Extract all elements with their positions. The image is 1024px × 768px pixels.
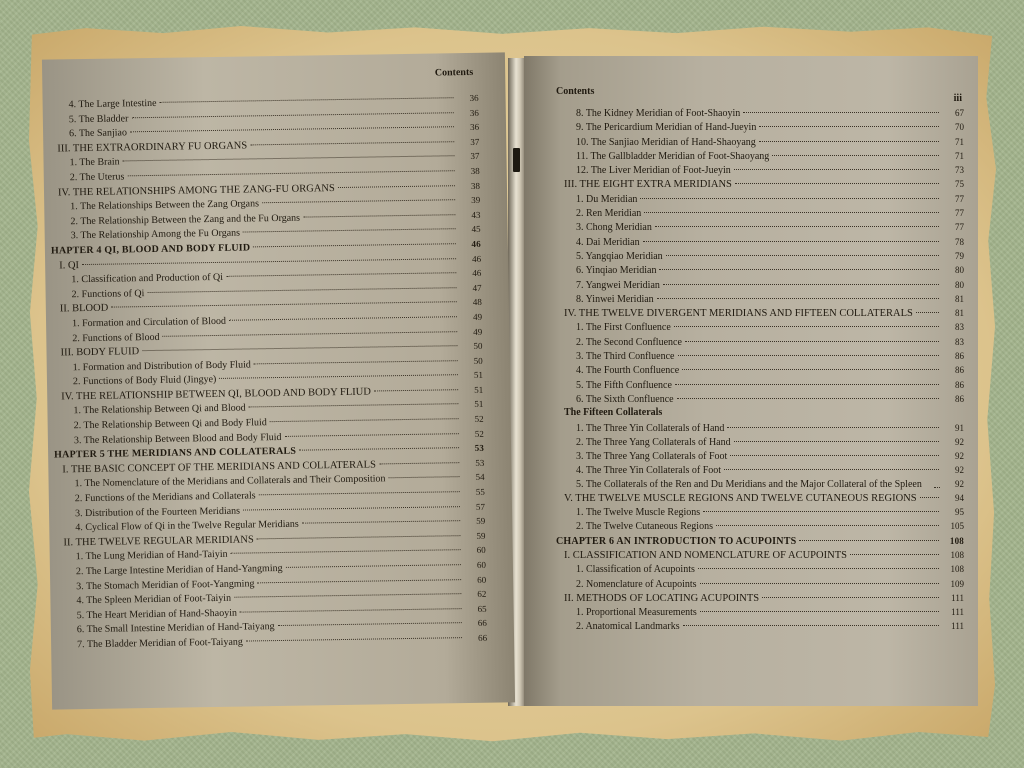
dot-leader — [730, 455, 939, 456]
toc-entry-page: 51 — [473, 370, 484, 381]
right-running-header: Contents — [556, 86, 595, 97]
toc-entry-title: 1. The Relationships Between the Zang Organs — [70, 198, 260, 213]
dot-leader — [303, 214, 455, 217]
toc-entry-title: 5. Yangqiao Meridian — [576, 250, 663, 262]
toc-entry — [556, 249, 964, 263]
toc-entry-page: 53 — [475, 457, 485, 468]
dot-leader — [286, 564, 461, 568]
toc-entry — [556, 235, 964, 249]
toc-entry-page: 80 — [955, 279, 964, 290]
toc-entry-page: 86 — [955, 351, 964, 362]
toc-entry — [556, 135, 964, 149]
toc-entry — [556, 192, 964, 206]
toc-entry — [556, 591, 964, 605]
toc-entry — [556, 435, 964, 449]
toc-entry-title: V. THE TWELVE MUSCLE REGIONS AND TWELVE CUTANEOUS REGIONS — [564, 492, 917, 504]
dot-leader — [698, 568, 939, 569]
toc-entry-page: 73 — [955, 165, 964, 176]
left-toc-list — [49, 91, 488, 652]
dot-leader — [700, 583, 939, 584]
toc-entry-page: 60 — [476, 545, 486, 556]
toc-entry — [556, 163, 964, 177]
dot-leader — [920, 497, 939, 498]
toc-entry-page: 50 — [473, 340, 483, 352]
toc-entry-page: 77 — [955, 193, 964, 204]
right-toc-list — [556, 106, 964, 634]
dot-leader — [850, 554, 939, 555]
toc-entry-title: 10. The Sanjiao Meridian of Hand-Shaoyang — [576, 136, 756, 148]
toc-entry-page: 86 — [955, 379, 964, 390]
toc-entry-title: 12. The Liver Meridian of Foot-Jueyin — [576, 165, 731, 177]
toc-entry-title: II. BLOOD — [59, 302, 109, 315]
dot-leader — [759, 126, 939, 127]
toc-entry-page: 53 — [474, 443, 485, 454]
toc-entry-title: 4. The Fourth Confluence — [576, 365, 680, 377]
dot-leader — [678, 355, 940, 356]
toc-entry-page: 108 — [949, 535, 964, 546]
toc-entry-page: 36 — [469, 122, 480, 133]
toc-entry-page: 83 — [955, 336, 964, 347]
toc-entry-title: 3. The Relationship Among the Fu Organs — [70, 227, 241, 242]
toc-entry-title: 2. Functions of Qi — [71, 287, 145, 300]
dot-leader — [374, 389, 458, 391]
toc-entry-title: 2. The Large Intestine Meridian of Hand-Yangming — [75, 562, 283, 578]
dot-leader — [338, 185, 455, 188]
dot-leader — [278, 623, 462, 627]
toc-entry — [556, 149, 964, 163]
toc-entry-page: 105 — [950, 521, 964, 532]
toc-entry-title: HAPTER 5 THE MERIDIANS AND COLLATERALS — [54, 445, 297, 461]
toc-entry-title: 1. Formation and Circulation of Blood — [71, 315, 227, 330]
toc-entry — [556, 206, 964, 220]
dot-leader — [759, 141, 939, 142]
toc-entry-title: 3. The Third Confluence — [576, 351, 675, 363]
dot-leader — [677, 398, 939, 399]
toc-entry — [556, 406, 964, 420]
spine-mark — [513, 148, 520, 172]
dot-leader — [682, 369, 939, 370]
toc-entry — [556, 577, 964, 591]
dot-leader — [259, 491, 460, 495]
dot-leader — [231, 550, 461, 555]
toc-entry-page: 49 — [473, 326, 483, 337]
toc-entry-page: 43 — [471, 209, 481, 220]
dot-leader — [674, 326, 939, 327]
toc-entry-page: 60 — [477, 574, 487, 585]
toc-entry — [556, 463, 964, 477]
toc-entry-title: 3. The Three Yang Collaterals of Foot — [576, 451, 728, 463]
toc-entry-title: 3. Chong Meridian — [576, 222, 652, 234]
dot-leader — [131, 112, 453, 118]
toc-entry-page: 59 — [476, 530, 486, 541]
toc-entry-title: IV. THE RELATIONSHIP BETWEEN QI, BLOOD AND BODY FLIUD — [61, 386, 372, 403]
toc-entry — [556, 292, 964, 306]
toc-entry-page: 46 — [472, 267, 482, 279]
toc-entry-title: 5. The Bladder — [68, 112, 129, 125]
toc-entry — [556, 491, 964, 505]
toc-entry-title: 2. Functions of the Meridians and Collaterals — [74, 490, 256, 505]
toc-entry-title: II. THE TWELVE REGULAR MERIDIANS — [63, 534, 254, 549]
dot-leader — [934, 487, 940, 488]
toc-entry-page: 55 — [475, 486, 485, 497]
dot-leader — [127, 170, 454, 176]
dot-leader — [240, 608, 462, 612]
dot-leader — [262, 199, 455, 203]
toc-entry — [556, 548, 964, 562]
toc-entry-page: 38 — [470, 165, 480, 176]
toc-entry — [556, 392, 964, 406]
toc-entry-title: 1. The Nomenclature of the Meridians and Collaterals and Their Composition — [74, 473, 386, 490]
toc-entry-title: 11. The Gallbladder Meridian of Foot-Shaoyang — [576, 150, 770, 162]
toc-entry-title: 4. Dai Meridian — [576, 236, 640, 248]
toc-entry-page: 79 — [955, 250, 964, 261]
dot-leader — [246, 637, 462, 641]
dot-leader — [724, 469, 939, 470]
toc-entry-page: 52 — [474, 428, 484, 439]
toc-entry-page: 111 — [951, 592, 964, 603]
dot-leader — [655, 226, 939, 227]
toc-entry — [556, 306, 964, 320]
toc-entry — [556, 505, 964, 519]
toc-entry-title: 3. The Stomach Meridian of Foot-Yangming — [76, 577, 255, 592]
dot-leader — [379, 462, 459, 464]
dot-leader — [659, 269, 939, 270]
dot-leader — [219, 374, 458, 379]
dot-leader — [657, 298, 939, 299]
toc-entry — [556, 519, 964, 533]
toc-entry-title: 2. Functions of Body Fluid (Jingye) — [72, 374, 217, 388]
toc-entry-page: 108 — [950, 549, 964, 560]
toc-entry-title: I. QI — [59, 259, 80, 271]
toc-entry-page: 111 — [951, 607, 964, 618]
toc-entry-page: 46 — [472, 253, 482, 264]
toc-entry-page: 38 — [470, 180, 481, 191]
toc-entry-title: 1. The Twelve Muscle Regions — [576, 507, 701, 519]
toc-entry-title: 7. The Bladder Meridian of Foot-Taiyang — [77, 636, 243, 651]
dot-leader — [727, 427, 939, 428]
toc-entry-page: 37 — [470, 136, 480, 147]
toc-entry-title: 6. The Small Intestine Meridian of Hand-Taiyang — [76, 621, 275, 636]
toc-entry-title: 2. Nomenclature of Acupoints — [576, 578, 697, 590]
toc-entry-page: 108 — [950, 564, 964, 575]
toc-entry-title: I. THE BASIC CONCEPT OF THE MERIDIANS AND COLLATERALS — [62, 459, 376, 476]
left-running-header: Contents — [434, 66, 474, 79]
toc-entry-page: 62 — [477, 588, 487, 600]
toc-entry-title: 5. The Collaterals of the Ren and Du Meridians and the Major Collateral of the Spleen — [576, 478, 922, 490]
toc-entry-title: 5. The Heart Meridian of Hand-Shaoyin — [76, 607, 238, 621]
toc-entry-page: 59 — [476, 515, 486, 527]
toc-entry-page: 92 — [955, 436, 964, 447]
toc-entry-page: 66 — [477, 618, 487, 629]
toc-entry-page: 49 — [472, 311, 483, 322]
toc-entry-title: 4. The Three Yin Collaterals of Foot — [576, 465, 722, 477]
dot-leader — [254, 360, 458, 364]
toc-entry-title: 6. The Sixth Confluence — [576, 393, 674, 405]
dot-leader — [916, 312, 939, 313]
toc-entry — [556, 605, 964, 619]
toc-entry — [556, 220, 964, 234]
dot-leader — [234, 593, 461, 598]
dot-leader — [643, 241, 939, 242]
dot-leader — [762, 597, 939, 598]
toc-entry-page: 45 — [471, 224, 481, 235]
dot-leader — [663, 284, 939, 285]
toc-entry-title: 8. The Kidney Meridian of Foot-Shaoyin — [576, 108, 741, 119]
toc-entry-page: 78 — [955, 236, 964, 247]
toc-entry-page: 48 — [472, 297, 482, 308]
toc-entry-page: 94 — [955, 492, 964, 503]
toc-entry-page: 92 — [955, 451, 964, 462]
dot-leader — [735, 183, 939, 184]
dot-leader — [683, 625, 939, 626]
dot-leader — [250, 141, 454, 145]
toc-entry-page: 36 — [469, 92, 479, 103]
dot-leader — [716, 525, 939, 526]
toc-entry-title: 8. Yinwei Meridian — [576, 293, 654, 305]
toc-entry — [556, 349, 964, 363]
dot-leader — [734, 169, 939, 170]
toc-entry — [556, 534, 964, 548]
toc-entry — [556, 263, 964, 277]
dot-leader — [302, 520, 460, 523]
dot-leader — [270, 418, 459, 422]
dot-leader — [111, 302, 457, 308]
dot-leader — [243, 229, 456, 233]
toc-entry-page: 52 — [474, 413, 484, 424]
toc-entry-title: IV. THE TWELVE DIVERGENT MERIDIANS AND FIFTEEN COLLATERALS — [564, 308, 913, 320]
toc-entry-title: 1. Proportional Measurements — [576, 607, 697, 619]
toc-entry-title: 1. The First Confluence — [576, 322, 671, 334]
dot-leader — [644, 212, 939, 213]
toc-entry-page: 70 — [955, 122, 964, 133]
toc-entry-title: IV. THE RELATIONSHIPS AMONG THE ZANG-FU ORGANS — [57, 182, 335, 199]
dot-leader — [685, 341, 939, 342]
dot-leader — [243, 506, 460, 510]
toc-entry-page: 67 — [955, 108, 964, 118]
toc-entry-title: 2. Ren Meridian — [576, 208, 642, 220]
toc-entry-title: III. THE EXTRAORDINARY FU ORGANS — [57, 140, 248, 155]
toc-entry — [556, 177, 964, 191]
toc-entry — [556, 335, 964, 349]
toc-entry-title: 1. The Relationship Between Qi and Blood — [73, 402, 246, 417]
toc-entry-page: 81 — [955, 308, 964, 319]
dot-leader — [163, 331, 458, 337]
toc-entry-title: 2. The Uterus — [69, 171, 125, 184]
toc-entry-page: 54 — [475, 472, 485, 483]
toc-entry-page: 86 — [955, 393, 964, 404]
toc-entry-title: 2. The Second Confluence — [576, 336, 682, 348]
dot-leader — [147, 287, 456, 293]
dot-leader — [160, 97, 454, 103]
toc-entry-page: 57 — [475, 501, 486, 512]
toc-entry-title: 2. The Relationship Between the Zang and the Fu Organs — [70, 212, 301, 227]
toc-entry-page: 92 — [955, 478, 964, 489]
toc-entry-page: 77 — [955, 208, 964, 219]
toc-entry-page: 83 — [955, 322, 964, 333]
toc-entry — [556, 320, 964, 334]
toc-entry-page: 80 — [955, 265, 964, 276]
toc-entry-page: 51 — [474, 399, 484, 410]
toc-entry-title: III. THE EIGHT EXTRA MERIDIANS — [564, 179, 732, 191]
dot-leader — [130, 126, 454, 132]
toc-entry-page: 81 — [955, 293, 964, 304]
dot-leader — [82, 258, 456, 265]
toc-entry-title: 3. The Relationship Between Blood and Body Fluid — [73, 431, 282, 446]
toc-entry-page: 65 — [477, 603, 487, 614]
toc-entry-title: I. CLASSIFICATION AND NOMENCLATURE OF ACUPOINTS — [564, 549, 847, 561]
right-page — [524, 56, 978, 706]
toc-entry-title: 2. The Twelve Cutaneous Regions — [576, 521, 713, 533]
toc-entry-title: 3. Distribution of the Fourteen Meridians — [74, 505, 241, 519]
toc-entry-page: 92 — [955, 465, 964, 476]
dot-leader — [734, 441, 939, 442]
left-page — [42, 52, 515, 709]
toc-entry-title: 2. The Three Yang Collaterals of Hand — [576, 436, 731, 448]
toc-entry — [556, 106, 964, 120]
dot-leader — [772, 155, 939, 156]
dot-leader — [703, 511, 939, 512]
toc-entry-title: CHAPTER 6 AN INTRODUCTION TO ACUPOINTS — [556, 535, 797, 547]
dot-leader — [299, 447, 459, 451]
toc-entry-page: 47 — [472, 282, 482, 293]
toc-entry-page: 86 — [955, 365, 964, 376]
toc-entry-page: 36 — [469, 107, 479, 118]
dot-leader — [284, 433, 458, 437]
toc-entry-page: 60 — [476, 559, 486, 570]
toc-entry-title: 9. The Pericardium Meridian of Hand-Jueyin — [576, 122, 757, 134]
toc-entry-page: 77 — [955, 222, 964, 233]
toc-entry-title: The Fifteen Collaterals — [564, 407, 663, 419]
toc-entry-page: 71 — [955, 150, 964, 161]
dot-leader — [142, 345, 457, 351]
toc-entry-title: 1. The Three Yin Collaterals of Hand — [576, 422, 725, 434]
toc-entry-title: 6. The Sanjiao — [69, 127, 128, 140]
dot-leader — [640, 198, 939, 199]
toc-entry-title: 1. Du Meridian — [576, 193, 638, 205]
dot-leader — [229, 316, 457, 321]
toc-entry-page: 91 — [955, 422, 964, 433]
toc-entry-title: 1. The Brain — [69, 156, 120, 169]
toc-entry-title: II. METHODS OF LOCATING ACUPOINTS — [564, 592, 760, 604]
toc-entry-title: 4. The Spleen Meridian of Foot-Taiyin — [76, 592, 232, 607]
dot-leader — [700, 611, 939, 612]
toc-entry-title: 6. Yinqiao Meridian — [576, 265, 657, 277]
toc-entry — [556, 378, 964, 392]
toc-entry-title: 1. Classification and Production of Qi — [71, 271, 224, 286]
toc-entry-title: 4. Cyclical Flow of Qi in the Twelve Regular Meridians — [75, 518, 299, 534]
toc-entry-title: 7. Yangwei Meridian — [576, 279, 660, 291]
right-page-number: iii — [953, 93, 962, 104]
dot-leader — [388, 477, 459, 479]
dot-leader — [666, 255, 939, 256]
toc-entry-title: III. BODY FLUID — [60, 346, 140, 359]
dot-leader — [253, 243, 456, 247]
toc-entry-page: 51 — [474, 384, 484, 395]
dot-leader — [123, 156, 455, 162]
toc-entry-page: 109 — [950, 578, 964, 589]
toc-entry — [556, 449, 964, 463]
toc-entry-title: 2. The Relationship Between Qi and Body Fluid — [73, 417, 267, 432]
toc-entry-page: 71 — [955, 136, 964, 147]
toc-entry-page: 39 — [471, 194, 481, 206]
toc-entry-page: 50 — [473, 355, 483, 366]
toc-entry-page: 111 — [951, 621, 964, 632]
toc-entry — [556, 421, 964, 435]
toc-entry-page: 46 — [471, 238, 481, 249]
toc-entry — [556, 478, 964, 491]
toc-entry-title: 2. Anatomical Landmarks — [576, 621, 680, 633]
toc-entry-page: 95 — [955, 507, 964, 518]
toc-entry-title: 5. The Fifth Confluence — [576, 379, 672, 391]
toc-entry-page: 66 — [477, 632, 488, 643]
dot-leader — [799, 540, 939, 541]
toc-entry-title: 1. The Lung Meridian of Hand-Taiyin — [75, 549, 228, 563]
dot-leader — [249, 404, 459, 408]
toc-entry — [556, 363, 964, 377]
toc-entry — [556, 120, 964, 134]
toc-entry-page: 75 — [955, 179, 964, 190]
toc-entry-title: HAPTER 4 QI, BLOOD AND BODY FLUID — [50, 242, 251, 257]
toc-entry-title: 4. The Large Intestine — [68, 97, 157, 111]
toc-entry — [556, 619, 964, 633]
dot-leader — [257, 535, 461, 539]
toc-entry — [556, 562, 964, 576]
toc-entry-title: 2. Functions of Blood — [72, 331, 160, 344]
dot-leader — [743, 112, 939, 113]
toc-entry-title: 1. Formation and Distribution of Body Fluid — [72, 359, 251, 373]
dot-leader — [226, 272, 456, 277]
toc-entry-page: 37 — [470, 151, 480, 162]
dot-leader — [257, 579, 461, 583]
toc-entry-title: 1. Classification of Acupoints — [576, 564, 695, 576]
toc-entry — [556, 278, 964, 292]
dot-leader — [675, 384, 939, 385]
